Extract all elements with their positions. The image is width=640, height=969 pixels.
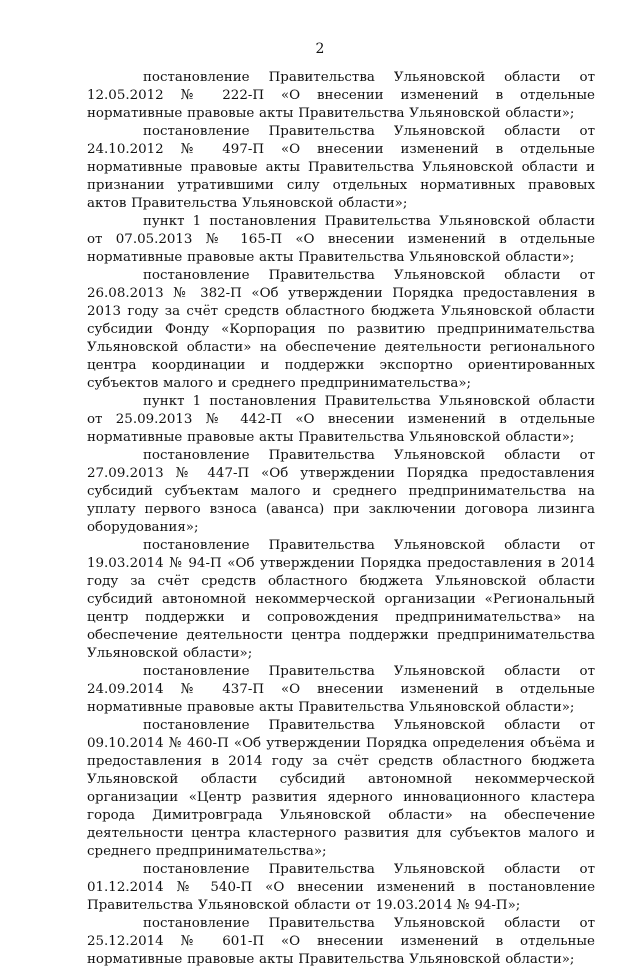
paragraph: постановление Правительства Ульяновской области от 19.03.2014 № 94-П «Об утверждении Порядка предоставления в 2014 году за счёт средств областного бюджета Ульяновской области субсидий автономной некоммерческой организации «Региональный центр поддержки и сопровождения предпринимательства» на обеспечение деятельности центра поддержки предпринимательства Ульяновской области»; [87, 538, 595, 661]
paragraph: постановление Правительства Ульяновской области от 24.10.2012 № 497-П «О внесении изменений в отдельные нормативные правовые акты Правительства Ульяновской области и признании утратившими силу отдельных нормативных правовых актов Правительства Ульяновской области»; [87, 124, 595, 211]
paragraph: постановление Правительства Ульяновской области от 01.12.2014 № 540-П «О внесении изменений в постановление Правительства Ульяновской области от 19.03.2014 № 94-П»; [87, 862, 595, 913]
page-number: 2 [315, 41, 325, 57]
paragraph: постановление Правительства Ульяновской области от 24.09.2014 № 437-П «О внесении изменений в отдельные нормативные правовые акты Правительства Ульяновской области»; [87, 664, 595, 715]
paragraph: пункт 1 постановления Правительства Ульяновской области от 25.09.2013 № 442-П «О внесении изменений в отдельные нормативные правовые акты Правительства Ульяновской области»; [87, 394, 595, 445]
paragraph: постановление Правительства Ульяновской области от 27.09.2013 № 447-П «Об утверждении Порядка предоставления субсидий субъектам малого и среднего предпринимательства на уплату первого взноса (аванса) при заключении договора лизинга оборудования»; [87, 448, 595, 535]
paragraph: постановление Правительства Ульяновской области от 12.05.2012 № 222-П «О внесении изменений в отдельные нормативные правовые акты Правительства Ульяновской области»; [87, 70, 595, 121]
paragraph: постановление Правительства Ульяновской области от 09.10.2014 № 460-П «Об утверждении Порядка определения объёма и предоставления в 2014 году за счёт средств областного бюджета Ульяновской области субсидий автономной некоммерческой организации «Центр развития ядерного инновационного кластера города Димитровграда Ульяновской области» на обеспечение деятельности центра кластерного развития для субъектов малого и среднего предпринимательства»; [87, 718, 595, 859]
document-body [87, 69, 595, 969]
paragraph: постановление Правительства Ульяновской области от 25.12.2014 № 601-П «О внесении изменений в отдельные нормативные правовые акты Правительства Ульяновской области»; [87, 916, 595, 967]
paragraph: постановление Правительства Ульяновской области от 26.08.2013 № 382-П «Об утверждении Порядка предоставления в 2013 году за счёт средств областного бюджета Ульяновской области субсидии Фонду «Корпорация по развитию предпринимательства Ульяновской области» на обеспечение деятельности регионального центра координации и поддержки экспортно ориентированных субъектов малого и среднего предпринимательства»; [87, 268, 595, 391]
paragraph: пункт 1 постановления Правительства Ульяновской области от 07.05.2013 № 165-П «О внесении изменений в отдельные нормативные правовые акты Правительства Ульяновской области»; [87, 214, 595, 265]
